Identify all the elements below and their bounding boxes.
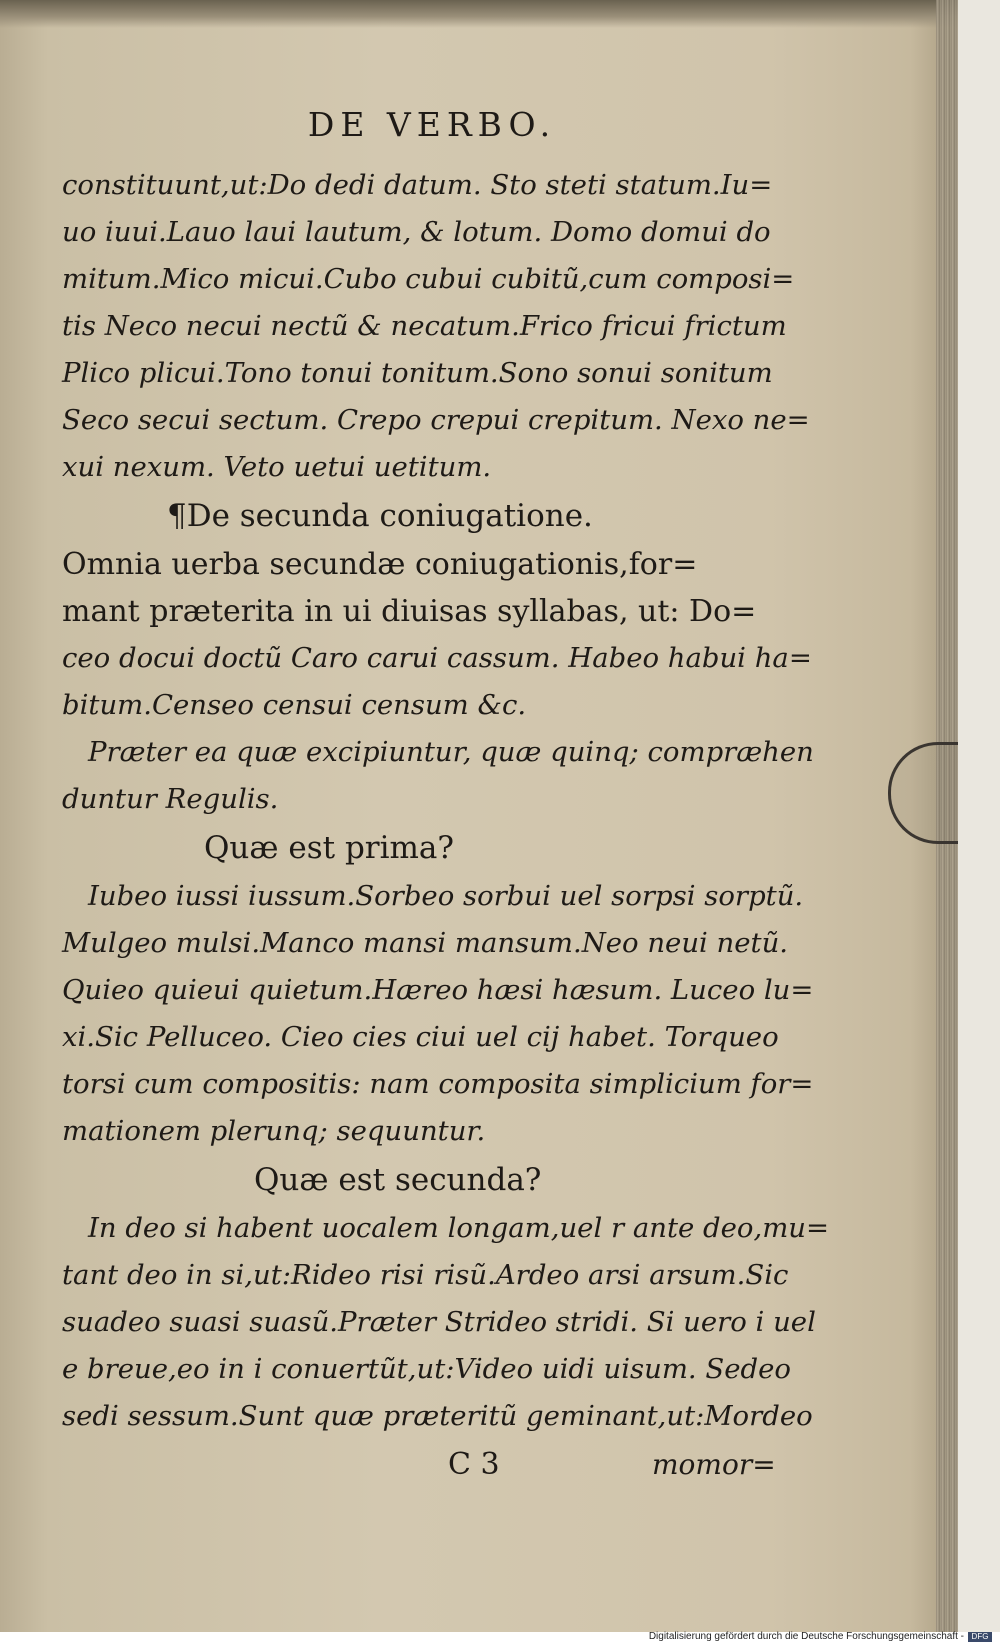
text-line: tant deo in si,ut:Rideo risi risũ.Ardeo arsi arsum.Sic (62, 1259, 789, 1291)
text-line: sedi sessum.Sunt quæ præteritũ geminant,ut:Mordeo (62, 1400, 813, 1432)
text-line: Præter ea quæ excipiuntur, quæ quinq; compræhen (88, 736, 814, 768)
section-heading: Quæ est prima? (204, 830, 455, 866)
text-line: duntur Regulis. (62, 783, 279, 815)
clasp-ring (888, 742, 958, 844)
text-line: mationem plerunq; sequuntur. (62, 1115, 486, 1147)
text-line: xi.Sic Pelluceo. Cieo cies ciui uel cij habet. Torqueo (62, 1021, 779, 1053)
text-line: Omnia uerba secundæ coniugationis,for= (62, 547, 698, 582)
running-header: DE VERBO. (307, 105, 557, 144)
text-line: ceo docui doctũ Caro carui cassum. Habeo habui ha= (62, 642, 812, 674)
catchword: momor= (652, 1448, 776, 1481)
text-line: In deo si habent uocalem longam,uel r ante deo,mu= (88, 1212, 830, 1244)
page-footer (62, 1440, 776, 1490)
dfg-logo-icon: DFG (968, 1632, 992, 1642)
text-line: tis Neco necui nectũ & necatum.Frico fricui frictum (62, 310, 787, 342)
text-block (62, 100, 830, 1490)
text-line: Quieo quieui quietum.Hæreo hæsi hæsum. Luceo lu= (62, 974, 814, 1006)
text-line: mant præterita in ui diuisas syllabas, ut: Do= (62, 594, 757, 629)
text-line: Plico plicui.Tono tonui tonitum.Sono sonui sonitum (62, 357, 773, 389)
section-heading: Quæ est secunda? (254, 1162, 542, 1198)
text-line: Seco secui sectum. Crepo crepui crepitum. Nexo ne= (62, 404, 810, 436)
text-line: Iubeo iussi iussum.Sorbeo sorbui uel sorpsi sorptũ. (88, 880, 804, 912)
text-line: e breue,eo in i conuertũt,ut:Video uidi uisum. Sedeo (62, 1353, 791, 1385)
text-line: xui nexum. Veto uetui uetitum. (62, 451, 492, 483)
text-line: Mulgeo mulsi.Manco mansi mansum.Neo neui netũ. (62, 927, 789, 959)
text-line: torsi cum compositis: nam composita simplicium for= (62, 1068, 814, 1100)
text-line: suadeo suasi suasũ.Præter Strideo stridi. Si uero i uel (62, 1306, 816, 1338)
text-line: uo iuui.Lauo laui lautum, & lotum. Domo domui do (62, 216, 771, 248)
text-line: constituunt,ut:Do dedi datum. Sto steti statum.Iu= (62, 169, 773, 201)
signature-mark: C 3 (448, 1447, 500, 1482)
dfg-credit: Digitalisierung gefördert durch die Deutsche Forschungsgemeinschaft - (648, 1631, 964, 1642)
section-heading: ¶De secunda coniugatione. (167, 498, 593, 534)
text-line: mitum.Mico micui.Cubo cubui cubitũ,cum composi= (62, 263, 795, 295)
text-line: bitum.Censeo censui censum &c. (62, 689, 527, 721)
